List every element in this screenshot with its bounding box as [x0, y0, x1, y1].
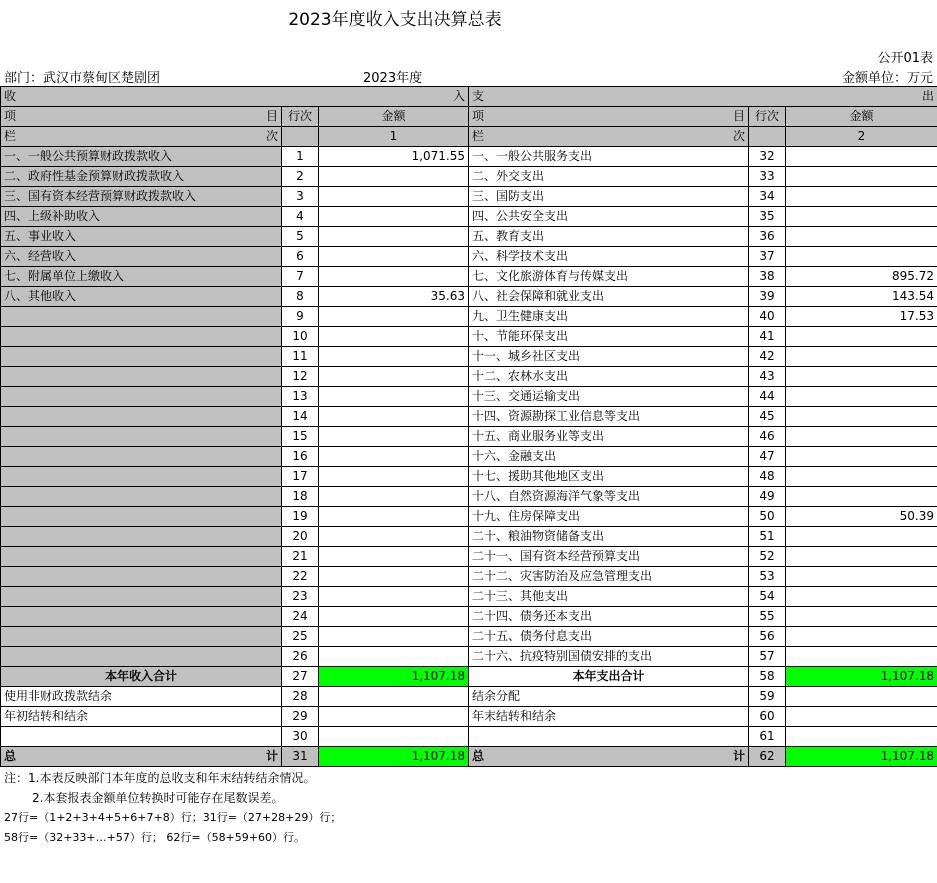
expense-total-row-no: 62	[749, 747, 786, 767]
expense-header-right: 出	[921, 89, 934, 103]
income-expense-table	[0, 86, 937, 767]
expense-item-name: 十二、农林水支出	[469, 367, 749, 387]
expense-row-no: 48	[749, 467, 786, 487]
income-amount	[319, 707, 469, 727]
income-row-no: 22	[282, 567, 319, 587]
income-rowno-header: 行次	[282, 107, 319, 127]
income-amount	[319, 547, 469, 567]
expense-item-header	[469, 107, 749, 127]
table-row	[1, 387, 937, 407]
income-row-no: 11	[282, 347, 319, 367]
expense-amount	[786, 687, 937, 707]
income-amount	[319, 247, 469, 267]
income-total-row-no: 31	[282, 747, 319, 767]
expense-item-name: 十五、商业服务业等支出	[469, 427, 749, 447]
income-row-no: 19	[282, 507, 319, 527]
expense-item-name: 二、外交支出	[469, 167, 749, 187]
expense-item-name: 二十五、债务付息支出	[469, 627, 749, 647]
income-item-header	[1, 107, 282, 127]
income-row-no: 21	[282, 547, 319, 567]
expense-amount	[786, 567, 937, 587]
income-amount	[319, 227, 469, 247]
expense-row-no: 60	[749, 707, 786, 727]
income-item-name	[1, 367, 282, 387]
income-amount	[319, 487, 469, 507]
table-row	[1, 447, 937, 467]
table-row	[1, 467, 937, 487]
income-row-no: 4	[282, 207, 319, 227]
expense-row-no: 50	[749, 507, 786, 527]
income-item-name	[1, 307, 282, 327]
department-label: 部门：武汉市蔡甸区楚剧团	[4, 71, 161, 86]
income-amount: 35.63	[319, 287, 469, 307]
expense-row-no: 49	[749, 487, 786, 507]
expense-item-name: 十、节能环保支出	[469, 327, 749, 347]
income-header-right: 入	[452, 89, 465, 103]
expense-item-name: 二十三、其他支出	[469, 587, 749, 607]
expense-section-header	[469, 87, 937, 107]
table-row	[1, 227, 937, 247]
income-item-name	[1, 567, 282, 587]
income-row-no: 9	[282, 307, 319, 327]
expense-item-name: 二十六、抗疫特别国债安排的支出	[469, 647, 749, 667]
expense-amount	[786, 447, 937, 467]
expense-amount	[786, 527, 937, 547]
expense-item-name: 十九、住房保障支出	[469, 507, 749, 527]
table-row	[1, 587, 937, 607]
expense-row-no: 44	[749, 387, 786, 407]
income-column-label	[1, 127, 282, 147]
income-row-no: 10	[282, 327, 319, 347]
income-row-no: 28	[282, 687, 319, 707]
table-row	[1, 727, 937, 747]
expense-row-no: 56	[749, 627, 786, 647]
expense-amount: 895.72	[786, 267, 937, 287]
expense-item-name	[469, 727, 749, 747]
income-item-name: 三、国有资本经营预算财政拨款收入	[1, 187, 282, 207]
expense-item-name: 二十一、国有资本经营预算支出	[469, 547, 749, 567]
expense-row-no: 33	[749, 167, 786, 187]
income-amount	[319, 587, 469, 607]
income-amount	[319, 727, 469, 747]
table-row	[1, 507, 937, 527]
table-row	[1, 367, 937, 387]
expense-amount: 17.53	[786, 307, 937, 327]
income-amount	[319, 447, 469, 467]
expense-total-label	[469, 747, 749, 767]
notes	[4, 768, 341, 848]
expense-subtotal-label: 本年支出合计	[469, 667, 749, 687]
expense-amount	[786, 187, 937, 207]
income-item-name	[1, 467, 282, 487]
table-row	[1, 547, 937, 567]
income-row-no: 16	[282, 447, 319, 467]
income-item-name	[1, 487, 282, 507]
expense-row-no: 36	[749, 227, 786, 247]
income-row-no: 2	[282, 167, 319, 187]
expense-row-no: 43	[749, 367, 786, 387]
income-amount	[319, 567, 469, 587]
income-item-name: 四、上级补助收入	[1, 207, 282, 227]
income-row-no: 30	[282, 727, 319, 747]
item-header-right: 目	[265, 109, 278, 123]
expense-row-no: 53	[749, 567, 786, 587]
income-row-no: 12	[282, 367, 319, 387]
income-item-name	[1, 427, 282, 447]
expense-item-name: 五、教育支出	[469, 227, 749, 247]
income-item-name: 使用非财政拨款结余	[1, 687, 282, 707]
column-label-left: 栏	[4, 129, 17, 143]
expense-row-no: 47	[749, 447, 786, 467]
item-header-right: 目	[732, 109, 745, 123]
expense-amount	[786, 467, 937, 487]
income-colno: 1	[319, 127, 469, 147]
expense-row-no: 59	[749, 687, 786, 707]
expense-row-no: 40	[749, 307, 786, 327]
expense-row-no: 38	[749, 267, 786, 287]
income-amount	[319, 307, 469, 327]
note-3: 27行=（1+2+3+4+5+6+7+8）行；31行=（27+28+29）行；	[4, 811, 342, 824]
total-label-left: 总	[4, 749, 17, 763]
income-item-name: 七、附属单位上缴收入	[1, 267, 282, 287]
income-item-name	[1, 647, 282, 667]
expense-row-no: 46	[749, 427, 786, 447]
income-subtotal-row-no: 27	[282, 667, 319, 687]
expense-item-name: 二十、粮油物资储备支出	[469, 527, 749, 547]
header-row-section	[1, 87, 937, 107]
income-item-name	[1, 387, 282, 407]
expense-total-amount: 1,107.18	[786, 747, 937, 767]
income-amount	[319, 507, 469, 527]
table-row	[1, 267, 937, 287]
expense-amount	[786, 727, 937, 747]
expense-item-name: 十八、自然资源海洋气象等支出	[469, 487, 749, 507]
expense-item-name: 十六、金融支出	[469, 447, 749, 467]
income-header-left: 收	[4, 89, 17, 103]
income-item-name	[1, 347, 282, 367]
income-subtotal-label: 本年收入合计	[1, 667, 282, 687]
table-row	[1, 187, 937, 207]
expense-amount	[786, 587, 937, 607]
income-amount: 1,071.55	[319, 147, 469, 167]
expense-item-name: 八、社会保障和就业支出	[469, 287, 749, 307]
income-row-no: 15	[282, 427, 319, 447]
table-row	[1, 307, 937, 327]
table-row	[1, 147, 937, 167]
income-row-no: 7	[282, 267, 319, 287]
table-row	[1, 327, 937, 347]
income-row-no: 1	[282, 147, 319, 167]
expense-amount	[786, 387, 937, 407]
expense-amount	[786, 427, 937, 447]
income-item-name	[1, 727, 282, 747]
expense-item-name: 四、公共安全支出	[469, 207, 749, 227]
table-row	[1, 167, 937, 187]
table-row	[1, 427, 937, 447]
income-amount	[319, 607, 469, 627]
expense-amount: 50.39	[786, 507, 937, 527]
expense-amount	[786, 547, 937, 567]
income-row-no: 25	[282, 627, 319, 647]
expense-rowno-header: 行次	[749, 107, 786, 127]
table-row	[1, 207, 937, 227]
income-item-name	[1, 327, 282, 347]
subtotal-row	[1, 667, 937, 687]
expense-item-name: 七、文化旅游体育与传媒支出	[469, 267, 749, 287]
income-amount	[319, 387, 469, 407]
income-amount-header: 金额	[319, 107, 469, 127]
total-row	[1, 747, 937, 767]
income-row-no: 20	[282, 527, 319, 547]
table-row	[1, 527, 937, 547]
expense-header-left: 支	[472, 89, 485, 103]
income-colno-blank	[282, 127, 319, 147]
expense-amount	[786, 607, 937, 627]
expense-row-no: 57	[749, 647, 786, 667]
expense-amount	[786, 227, 937, 247]
income-row-no: 24	[282, 607, 319, 627]
amount-unit-label: 金额单位：万元	[841, 71, 933, 86]
year-label: 2023年度	[363, 71, 423, 86]
expense-amount	[786, 707, 937, 727]
income-item-name	[1, 627, 282, 647]
income-item-name: 八、其他收入	[1, 287, 282, 307]
expense-amount	[786, 647, 937, 667]
table-row	[1, 607, 937, 627]
income-item-name	[1, 547, 282, 567]
expense-item-name: 十一、城乡社区支出	[469, 347, 749, 367]
income-amount	[319, 647, 469, 667]
income-item-name	[1, 527, 282, 547]
form-number: 公开01表	[877, 51, 933, 66]
income-row-no: 18	[282, 487, 319, 507]
item-header-left: 项	[472, 109, 485, 123]
expense-row-no: 54	[749, 587, 786, 607]
table-row	[1, 627, 937, 647]
expense-item-name: 六、科学技术支出	[469, 247, 749, 267]
column-label-right: 次	[265, 129, 278, 143]
table-row	[1, 287, 937, 307]
expense-row-no: 51	[749, 527, 786, 547]
expense-row-no: 39	[749, 287, 786, 307]
expense-amount	[786, 487, 937, 507]
income-amount	[319, 427, 469, 447]
income-subtotal-amount: 1,107.18	[319, 667, 469, 687]
income-amount	[319, 187, 469, 207]
table-row	[1, 407, 937, 427]
expense-item-name: 年末结转和结余	[469, 707, 749, 727]
expense-amount	[786, 327, 937, 347]
table-row	[1, 707, 937, 727]
expense-subtotal-row-no: 58	[749, 667, 786, 687]
income-item-name	[1, 507, 282, 527]
expense-item-name: 十七、援助其他地区支出	[469, 467, 749, 487]
note-1: 注：1.本表反映部门本年度的总收支和年末结转结余情况。	[4, 771, 316, 785]
expense-item-name: 三、国防支出	[469, 187, 749, 207]
expense-row-no: 61	[749, 727, 786, 747]
total-label-right: 计	[732, 749, 745, 763]
header-row-columns	[1, 107, 937, 127]
expense-amount	[786, 407, 937, 427]
income-item-name: 五、事业收入	[1, 227, 282, 247]
expense-amount	[786, 167, 937, 187]
income-amount	[319, 407, 469, 427]
table-row	[1, 567, 937, 587]
expense-amount	[786, 247, 937, 267]
income-amount	[319, 527, 469, 547]
item-header-left: 项	[4, 109, 17, 123]
expense-item-name: 一、一般公共服务支出	[469, 147, 749, 167]
table-row	[1, 647, 937, 667]
income-amount	[319, 327, 469, 347]
total-label-right: 计	[265, 749, 278, 763]
income-item-name: 二、政府性基金预算财政拨款收入	[1, 167, 282, 187]
expense-amount	[786, 207, 937, 227]
expense-row-no: 55	[749, 607, 786, 627]
expense-colno: 2	[786, 127, 937, 147]
table-row	[1, 687, 937, 707]
expense-row-no: 45	[749, 407, 786, 427]
income-item-name	[1, 447, 282, 467]
income-total-label	[1, 747, 282, 767]
income-item-name	[1, 607, 282, 627]
income-amount	[319, 347, 469, 367]
income-row-no: 14	[282, 407, 319, 427]
income-row-no: 6	[282, 247, 319, 267]
income-row-no: 23	[282, 587, 319, 607]
expense-amount	[786, 627, 937, 647]
income-row-no: 8	[282, 287, 319, 307]
expense-colno-blank	[749, 127, 786, 147]
income-row-no: 13	[282, 387, 319, 407]
column-label-right: 次	[732, 129, 745, 143]
income-section-header	[1, 87, 469, 107]
expense-row-no: 32	[749, 147, 786, 167]
income-amount	[319, 207, 469, 227]
expense-row-no: 52	[749, 547, 786, 567]
income-row-no: 26	[282, 647, 319, 667]
table-row	[1, 487, 937, 507]
expense-amount	[786, 367, 937, 387]
expense-amount	[786, 347, 937, 367]
income-row-no: 17	[282, 467, 319, 487]
expense-item-name: 九、卫生健康支出	[469, 307, 749, 327]
expense-item-name: 十四、资源勘探工业信息等支出	[469, 407, 749, 427]
expense-subtotal-amount: 1,107.18	[786, 667, 937, 687]
header-row-colno	[1, 127, 937, 147]
report-title: 2023年度收入支出决算总表	[288, 10, 502, 30]
expense-row-no: 41	[749, 327, 786, 347]
note-4: 58行=（32+33+…+57）行； 62行=（58+59+60）行。	[4, 831, 305, 844]
table-row	[1, 347, 937, 367]
income-row-no: 3	[282, 187, 319, 207]
income-item-name: 年初结转和结余	[1, 707, 282, 727]
expense-column-label	[469, 127, 749, 147]
income-amount	[319, 627, 469, 647]
income-amount	[319, 267, 469, 287]
income-item-name: 六、经营收入	[1, 247, 282, 267]
table-row	[1, 247, 937, 267]
income-row-no: 5	[282, 227, 319, 247]
income-amount	[319, 367, 469, 387]
income-total-amount: 1,107.18	[319, 747, 469, 767]
total-label-left: 总	[472, 749, 485, 763]
expense-row-no: 34	[749, 187, 786, 207]
income-item-name: 一、一般公共预算财政拨款收入	[1, 147, 282, 167]
expense-row-no: 42	[749, 347, 786, 367]
income-amount	[319, 467, 469, 487]
income-amount	[319, 687, 469, 707]
expense-item-name: 二十四、债务还本支出	[469, 607, 749, 627]
expense-amount-header: 金额	[786, 107, 937, 127]
expense-item-name: 结余分配	[469, 687, 749, 707]
expense-row-no: 37	[749, 247, 786, 267]
income-row-no: 29	[282, 707, 319, 727]
expense-amount: 143.54	[786, 287, 937, 307]
income-item-name	[1, 407, 282, 427]
expense-amount	[786, 147, 937, 167]
expense-item-name: 十三、交通运输支出	[469, 387, 749, 407]
note-2: 2.本套报表金额单位转换时可能存在尾数误差。	[32, 791, 284, 805]
expense-item-name: 二十二、灾害防治及应急管理支出	[469, 567, 749, 587]
income-amount	[319, 167, 469, 187]
income-item-name	[1, 587, 282, 607]
expense-row-no: 35	[749, 207, 786, 227]
column-label-left: 栏	[472, 129, 485, 143]
